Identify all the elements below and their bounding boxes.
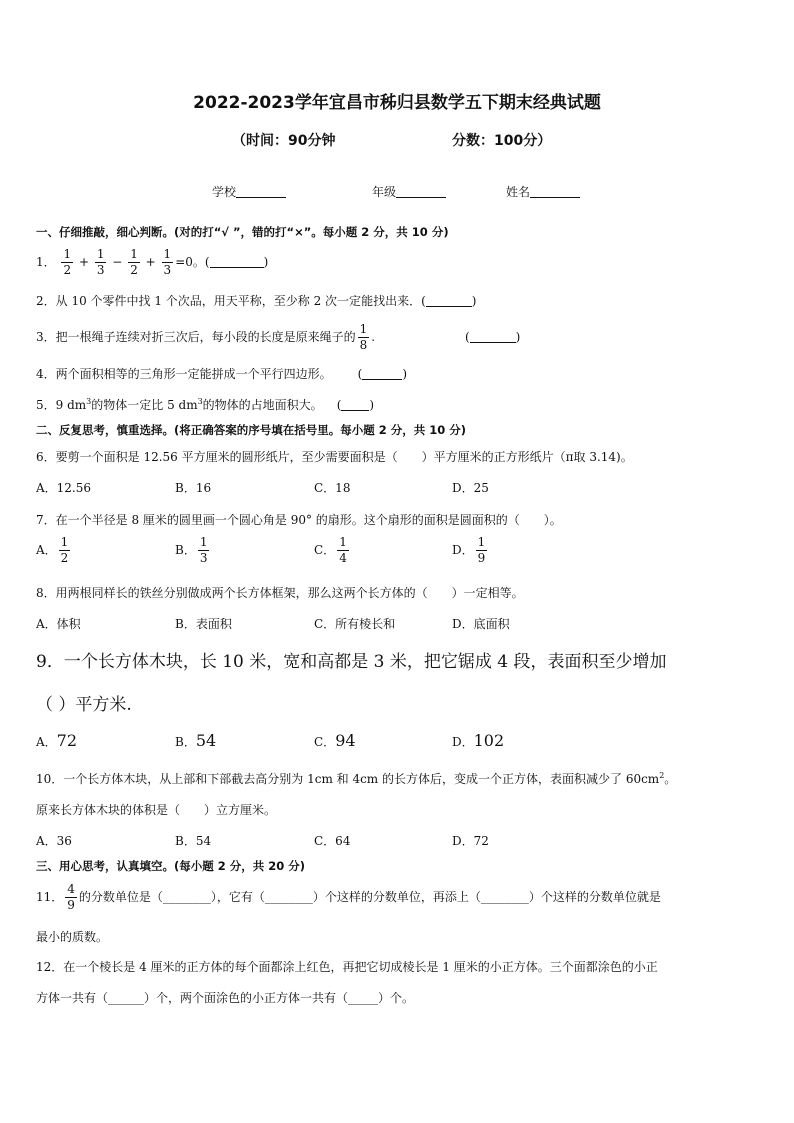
option-a[interactable]: A．72 [36,731,78,750]
question-3: 3．把一根绳子连续对折三次后，每小段的长度是原来绳子的 $\frac{1}{8}$ . ( ) [36,322,521,352]
grade-blank[interactable] [396,185,446,198]
school-field[interactable] [212,183,286,200]
section1-heading: 一、仔细推敲，细心判断。(对的打“√ ”，错的打“×”。每小题 2 分，共 10 分) [36,225,449,239]
option-c[interactable]: C． $\frac{1}{4}$ [314,535,347,565]
answer-blank[interactable] [341,398,369,411]
option-c[interactable]: C．64 [314,834,351,848]
fraction: $\frac{1}{2}$ [60,535,69,565]
exam-time: （时间：90分钟 [232,133,336,149]
grade-field[interactable] [372,183,446,200]
option-c[interactable]: C．18 [314,481,351,495]
answer-blank[interactable] [426,294,472,307]
name-field[interactable] [506,183,580,200]
question-7: 7．在一个半径是 8 厘米的圆里画一个圆心角是 90° 的扇形。这个扇形的面积是圆面积的（ ）。 [36,513,562,527]
question-8: 8．用两根同样长的铁丝分别做成两个长方体框架，那么这两个长方体的（ ）一定相等。 [36,586,524,600]
fraction: $\frac{4}{9}$ [67,882,75,912]
question-5: 5．9 $dm^3$的物体一定比 5 $dm^3$的物体的占地面积大。 ( ) [36,397,375,412]
option-a[interactable]: A．36 [36,834,72,848]
question-11-line2: 最小的质数。 [36,930,109,944]
option-b[interactable]: B．54 [175,731,217,750]
fraction: $\frac{1}{4}$ [339,535,347,565]
question-4: 4．两个面积相等的三角形一定能拼成一个平行四边形。 ( ) [36,367,408,381]
fraction: $\frac{1}{2}$ [63,247,72,277]
name-blank[interactable] [530,185,580,198]
question-12-line1: 12．在一个棱长是 4 厘米的正方体的每个面都涂上红色，再把它切成棱长是 1 厘米的小正方体。三个面都涂色的小正 [36,960,658,974]
option-a[interactable]: A．12.56 [36,481,92,495]
question-6: 6．要剪一个面积是 12.56 平方厘米的圆形纸片，至少需要面积是（ ）平方厘米的正方形纸片（π取 3.14)。 [36,450,633,464]
option-b[interactable]: B．表面积 [175,617,232,631]
option-d[interactable]: D．底面积 [452,617,510,631]
question-1: 1． $\frac{1}{2}$ + $\frac{1}{3}$ − $\frac{1}{2}$ + $\frac{1}{3}$ =0。( ) [36,247,269,277]
fraction: $\frac{1}{2}$ [130,247,138,277]
question-9-line2: （ ）平方米. [36,695,132,715]
option-b[interactable]: B． $\frac{1}{3}$ [175,535,208,565]
option-d[interactable]: D．102 [452,731,505,750]
question-12-line2: 方体一共有（______）个，两个面涂色的小正方体一共有（_____）个。 [36,991,415,1005]
option-d[interactable]: D．25 [452,481,489,495]
section3-heading: 三、用心思考，认真填空。(每小题 2 分，共 20 分) [36,859,306,873]
answer-blank[interactable] [470,330,516,343]
option-c[interactable]: C．所有棱长和 [314,617,396,631]
option-d[interactable]: D． $\frac{1}{9}$ [452,535,486,565]
exam-score: 分数：100分） [452,133,552,149]
answer-blank[interactable] [210,255,264,268]
section2-heading: 二、反复思考，慎重选择。(将正确答案的序号填在括号里。每小题 2 分，共 10 分) [36,423,467,437]
fraction: $\frac{1}{3}$ [199,535,208,565]
question-11-line1: 11． $\frac{4}{9}$ 的分数单位是（________），它有（________）个这样的分数单位，再添上（________）个这样的分数单位就是 [36,882,661,912]
fraction: $\frac{1}{3}$ [96,247,105,277]
answer-blank[interactable] [362,367,402,380]
option-d[interactable]: D．72 [452,834,489,848]
option-b[interactable]: B．16 [175,481,212,495]
grade-label: 年级 [372,185,397,199]
question-10-line2: 原来长方体木块的体积是（ ）立方厘米。 [36,803,277,817]
option-a[interactable]: A． $\frac{1}{2}$ [36,535,69,565]
option-c[interactable]: C．94 [314,731,356,750]
option-a[interactable]: A．体积 [36,617,81,631]
school-label: 学校 [212,185,237,199]
question-10-line1: 10．一个长方体木块，从上部和下部截去高分别为 1cm 和 4cm 的长方体后，变成一个正方体，表面积减少了 $60cm^2$。 [36,771,677,786]
fraction: $\frac{1}{8}$ [359,322,368,352]
fraction: $\frac{1}{3}$ [163,247,172,277]
question-2: 2．从 10 个零件中找 1 个次品，用天平称，至少称 2 次一定能找出来．( ) [36,294,477,308]
page-title: 2022-2023学年宜昌市秭归县数学五下期末经典试题 [193,93,601,113]
name-label: 姓名 [506,185,531,199]
school-blank[interactable] [236,185,286,198]
option-b[interactable]: B．54 [175,834,212,848]
question-9-line1: 9．一个长方体木块，长 10 米，宽和高都是 3 米，把它锯成 4 段，表面积至少增加 [36,652,667,672]
fraction: $\frac{1}{9}$ [477,535,486,565]
